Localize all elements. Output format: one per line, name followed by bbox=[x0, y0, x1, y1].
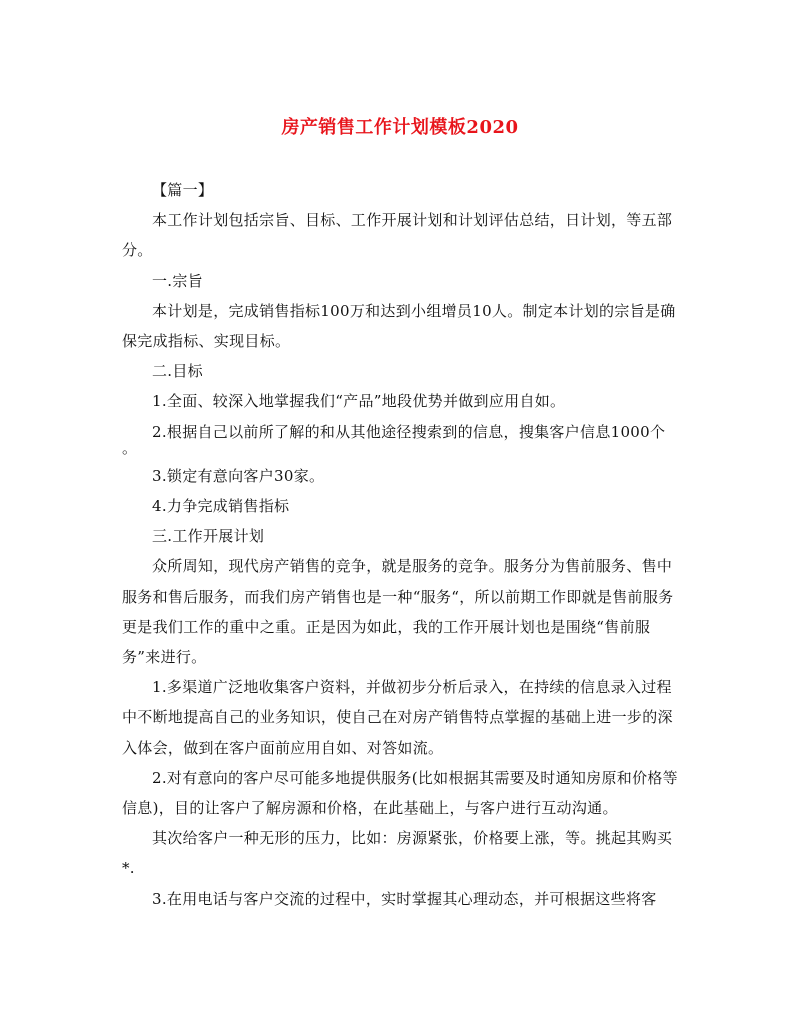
goal-item-4: 4.力争完成销售指标 bbox=[152, 497, 290, 516]
document-body bbox=[122, 175, 678, 914]
goal-item-2-period: 。 bbox=[122, 438, 138, 457]
plan-item-1: 1.多渠道广泛地收集客户资料，并做初步分析后录入，在持续的信息录入过程中不断地提高自己的业务知识，使自己在对房产销售特点掌握的基础上进一步的深入体会，做到在客户面前应用自如、对答如流。 bbox=[122, 678, 673, 757]
plan-item-2-continued: 其次给客户一种无形的压力，比如：房源紧张，价格要上涨，等。挑起其购买*. bbox=[122, 829, 673, 878]
goal-item-1: 1.全面、较深入地掌握我们“产品”地段优势并做到应用自如。 bbox=[152, 392, 566, 411]
heading-purpose: 一.宗旨 bbox=[152, 271, 203, 290]
goal-item-3: 3.锁定有意向客户30家。 bbox=[152, 466, 325, 485]
plan-item-2: 2.对有意向的客户尽可能多地提供服务(比如根据其需要及时通知房原和价格等信息)，目的让客户了解房源和价格，在此基础上，与客户进行互动沟通。 bbox=[122, 768, 678, 818]
heading-work-plan: 三.工作开展计划 bbox=[152, 527, 265, 546]
intro-paragraph: 本工作计划包括宗旨、目标、工作开展计划和计划评估总结，日计划，等五部分。 bbox=[122, 211, 673, 260]
plan-item-3: 3.在用电话与客户交流的过程中，实时掌握其心理动态，并可根据这些将客 bbox=[152, 889, 657, 908]
heading-goals: 二.目标 bbox=[152, 362, 203, 381]
goal-item-2: 2.根据自己以前所了解的和从其他途径搜索到的信息，搜集客户信息1000个 bbox=[152, 422, 666, 441]
document-title: 房产销售工作计划模板2020 bbox=[281, 117, 519, 138]
section-header-part-one: 【篇一】 bbox=[152, 181, 214, 199]
purpose-paragraph: 本计划是，完成销售指标100万和达到小组增员10人。制定本计划的宗旨是确保完成指标、实现目标。 bbox=[122, 301, 676, 351]
work-plan-paragraph: 众所周知，现代房产销售的竞争，就是服务的竞争。服务分为售前服务、售中服务和售后服务，而我们房产销售也是一种“服务“，所以前期工作即就是售前服务更是我们工作的重中之重。正是因为如此，我的工作开展计划也是围绕“售前服务”来进行。 bbox=[122, 557, 674, 667]
